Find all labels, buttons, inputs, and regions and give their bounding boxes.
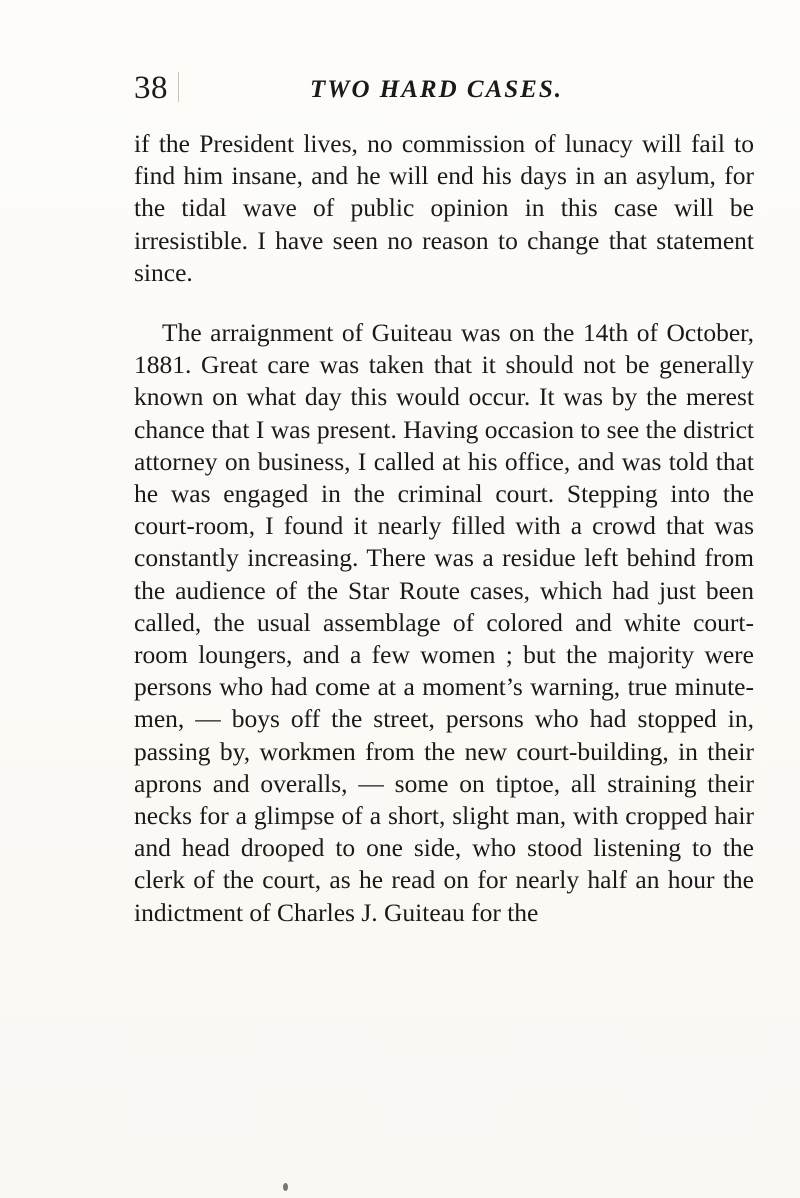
ink-speck [283,1183,288,1191]
page-header [134,70,754,110]
page-number: 38 [134,70,168,106]
paragraph-continuation: if the President lives, no commission of lunacy will fail to find him insane, and he will end his days in an asylum, for the tidal wave of public opinion in this case will be irresistible. I have seen no reason to change that statement since. [134,129,754,287]
body-text [134,128,754,929]
paragraph-arraignment: The arraignment of Guiteau was on the 14th of October, 1881. Great care was taken that it should not be generally known on what day this would occur. It was by the merest chance that I was present. Having occasion to see the district attorney on business, I called at his office, and was told that he was engaged in the criminal court. Stepping into the court-room, I found it nearly filled with a crowd that was constantly increasing. There was a residue left behind from the audience of the Star Route cases, which had just been called, the usual assemblage of colored and white court-room loungers, and a few women ; but the majority were persons who had come at a moment’s warning, true minute-men, — boys off the street, persons who had stopped in, passing by, workmen from the new court-building, in their aprons and overalls, — some on tiptoe, all straining their necks for a glimpse of a short, slight man, with cropped hair and head drooped to one side, who stood listening to the clerk of the court, as he read on for nearly half an hour the indictment of Charles J. Guiteau for the [134,318,754,927]
running-title: TWO HARD CASES. [310,76,563,103]
